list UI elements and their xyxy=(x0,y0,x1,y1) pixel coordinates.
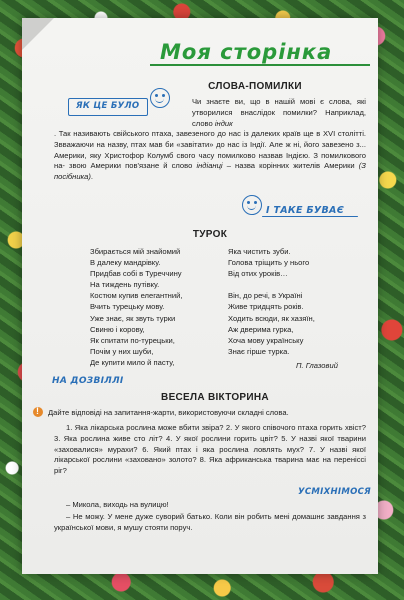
poem-line: Придбав собі в Туреччину xyxy=(90,269,182,279)
poem-line: Костюм купив елегантний, xyxy=(90,291,183,301)
poem-line: В далеку мандрівку. xyxy=(90,258,161,268)
poem-line: Ходить всюди, як хазяїн, xyxy=(228,313,315,323)
tag-usmikhnimosya: УСМІХНІМОСЯ xyxy=(298,487,372,497)
paragraph-intro xyxy=(192,97,366,129)
exclamation-bullet-icon xyxy=(33,407,43,417)
page-fold-corner xyxy=(22,18,54,50)
p1-text: Чи знаєте ви, що в нашій мові є слова, які утворилися внаслідок помилки? Наприклад, слово xyxy=(192,97,366,128)
heading-turok: ТУРОК xyxy=(192,229,228,240)
joke-line-1: – Микола, виходь на вулицю! xyxy=(66,500,169,509)
poem-right-column xyxy=(228,246,315,357)
poem-line: Уже знає, як звуть турки xyxy=(90,313,176,323)
poem-line: Почім у них шуби, xyxy=(90,346,154,356)
tag-i-take-buvaye: І ТАКЕ БУВАЄ xyxy=(266,205,344,216)
poem-line: Аж дверима гурка, xyxy=(228,324,294,334)
poem-line: Вчить турецьку мову. xyxy=(90,302,165,312)
poem-author: П. Глазовий xyxy=(296,361,338,370)
word-indyk: індик xyxy=(214,118,233,128)
joke-line-2: – Не можу. У мене дуже суворий батько. Коли він робить мені домашнє завдання з української мови, я мушу стояти поруч. xyxy=(54,512,366,532)
poem-line: На тиждень путівку. xyxy=(90,280,160,290)
poem-line: Збирається мій знайомий xyxy=(90,247,181,256)
word-indiantsi: індіанці xyxy=(196,161,223,171)
paragraph-body xyxy=(54,129,366,183)
poem-line: Він, до речі, в Україні xyxy=(228,291,303,301)
tag-yak-tse-bulo: ЯК ЦЕ БУЛО xyxy=(76,101,140,111)
smiley-face-icon xyxy=(150,88,170,108)
poem-line: Де купити мило й пасту, xyxy=(90,357,175,367)
poem-line: Яка чистить зуби. xyxy=(228,247,291,256)
source-note: (З посібника) xyxy=(54,161,366,182)
p3-text: – назва корінних жителів Америки xyxy=(222,161,355,171)
poem-line: Як спитати по-турецьки, xyxy=(90,335,175,345)
tag-underline-2 xyxy=(262,216,358,217)
poem-line: Знає гірше турка. xyxy=(228,346,290,356)
p2-text: . Так називають свійського птаха, завезеного до нас із далеких країв ще в XVI столітті. Звважаючи на назву, птах мав би «завітати» до нас із Індії. Але ж ні, його завезено з... Америки, яку Христофор Колумб свого часу помилково назвав Індією. З помилкового на- звою Америки пов'язане й слово xyxy=(54,129,366,171)
poem-left-column xyxy=(90,246,182,368)
tag-na-dozvilli: НА ДОЗВІЛЛІ xyxy=(52,376,124,386)
poem-line xyxy=(228,279,315,290)
poem-line: Від отих уроків… xyxy=(228,269,288,279)
poem-line: Хоча мову українську xyxy=(228,335,304,345)
poem-line: Голова тріщить у нього xyxy=(228,258,310,268)
poem-line: Живе тридцять років. xyxy=(228,302,304,312)
page-title: Моя сторінка xyxy=(160,40,333,64)
heading-slova-pomylky: СЛОВА-ПОМИЛКИ xyxy=(208,81,302,92)
title-underline xyxy=(150,64,370,66)
smiley-face-icon-2 xyxy=(242,195,262,215)
quiz-questions: 1. Яка лікарська рослина може вбити звіра? 2. У якого співочого птаха горить хвіст? 3. Яка рослина живе сто літ? 4. У якої рослини горить цвіт? 5. У назві якої тварини «заховалися» мурахи? 6. Який птах і яка рослина ловлять мух? 7. У назві якої лікарської рослини «заховано» золото? 8. Яка африканська тварина має на переніссі ріг? xyxy=(54,423,366,476)
quiz-task: Дайте відповіді на запитання-жарти, використовуючи складні слова. xyxy=(48,408,289,417)
heading-vesela-viktoryna: ВЕСЕЛА ВІКТОРИНА xyxy=(161,392,269,403)
p3-end: . xyxy=(90,172,94,182)
poem-line: Свиню і корову, xyxy=(90,324,145,334)
page-title-banner xyxy=(150,40,370,70)
